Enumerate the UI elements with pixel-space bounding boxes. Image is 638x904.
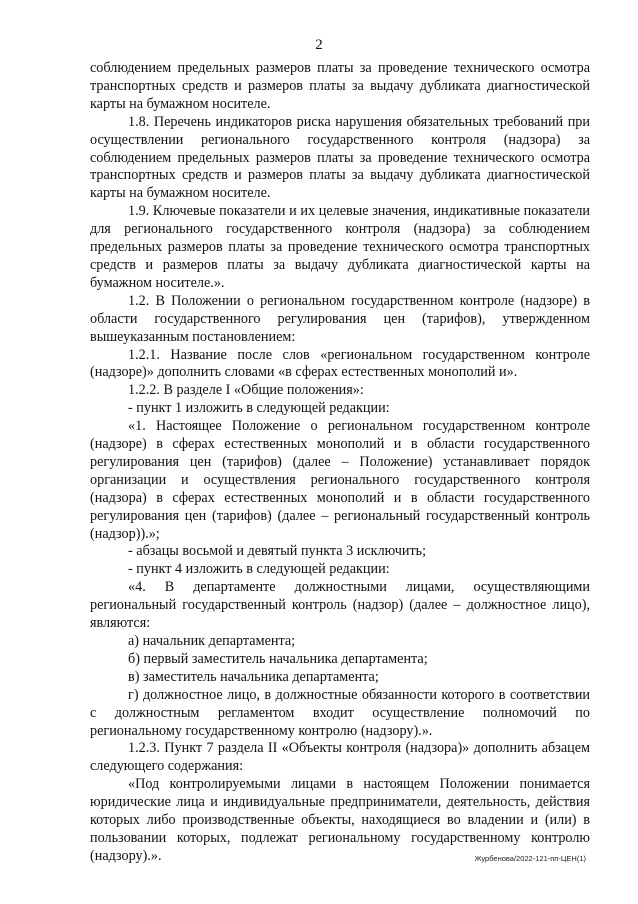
- paragraph-item-1-text: «1. Настоящее Положение о региональном государственном контроле (надзоре) в сферах естественных монополий и в области государственного регулирования цен (тарифов) (далее – Положение) устанавливает порядок организации и осуществления регионального государственного контроля (надзора) в сферах естественных монополий и в области государственного регулирования цен (тарифов) (далее – региональный государственный контроль (надзор)).»;: [90, 418, 590, 542]
- list-item-v: в) заместитель начальника департамента;: [128, 668, 379, 685]
- paragraph-item-4-intro: - пункт 4 изложить в следующей редакции:: [128, 561, 390, 578]
- paragraph-1-8: 1.8. Перечень индикаторов риска нарушения обязательных требований при осуществлении регионального государственного контроля (надзора) за соблюдением предельных размеров платы за проведение технического осмотра транспортных средств и размеров платы за выдачу дубликата диагностической карты на бумажном носителе.: [90, 113, 590, 202]
- paragraph-1-2-1: 1.2.1. Название после слов «региональном государственном контроле (надзоре)» дополнить словами «в сферах естественных монополий и».: [90, 346, 590, 381]
- paragraph-item-4-text: «4. В департаменте должностными лицами, осуществляющими региональный государственный контроль (надзор) (далее – должностное лицо), являются:: [90, 579, 590, 632]
- list-item-g: г) должностное лицо, в должностные обязанности которого в соответствии с должностным регламентом входит осуществление полномочий по региональному государственному контролю (надзору).».: [90, 686, 590, 739]
- list-item-a: а) начальник департамента;: [128, 633, 296, 649]
- paragraph-continuation: соблюдением предельных размеров платы за проведение технического осмотра транспортных средств и размеров платы за выдачу дубликата диагностической карты на бумажном носителе.: [90, 60, 590, 112]
- paragraph-item-1-intro: - пункт 1 изложить в следующей редакции:: [128, 400, 390, 417]
- footer-doc-id: Журбенова/2022-121-пп-ЦЕН(1): [474, 854, 586, 863]
- page-number: 2: [315, 37, 323, 53]
- document-body: [90, 60, 590, 866]
- paragraph-1-2: 1.2. В Положении о региональном государственном контроле (надзоре) в области государственного регулирования цен (тарифов), утвержденном вышеуказанным постановлением:: [90, 292, 590, 345]
- paragraph-1-2-2: 1.2.2. В разделе I «Общие положения»:: [128, 382, 364, 399]
- list-item-b: б) первый заместитель начальника департамента;: [128, 650, 428, 667]
- paragraph-item-3: - абзацы восьмой и девятый пункта 3 исключить;: [128, 543, 427, 560]
- paragraph-1-9: 1.9. Ключевые показатели и их целевые значения, индикативные показатели для регионального государственного контроля (надзора) за соблюдением предельных размеров платы за проведение технического осмотра транспортных средств и размеров платы за выдачу дубликата диагностической карты на бумажном носителе.».: [90, 203, 590, 291]
- paragraph-controlled-persons: «Под контролируемыми лицами в настоящем Положении понимается юридические лица и индивидуальные предприниматели, деятельность, действия которых либо производственные объекты, находящиеся во владении и (или) в пользовании которых, подлежат региональному государственному контролю (надзору).».: [90, 776, 590, 864]
- paragraph-1-2-3: 1.2.3. Пункт 7 раздела II «Объекты контроля (надзора)» дополнить абзацем следующего содержания:: [90, 740, 590, 775]
